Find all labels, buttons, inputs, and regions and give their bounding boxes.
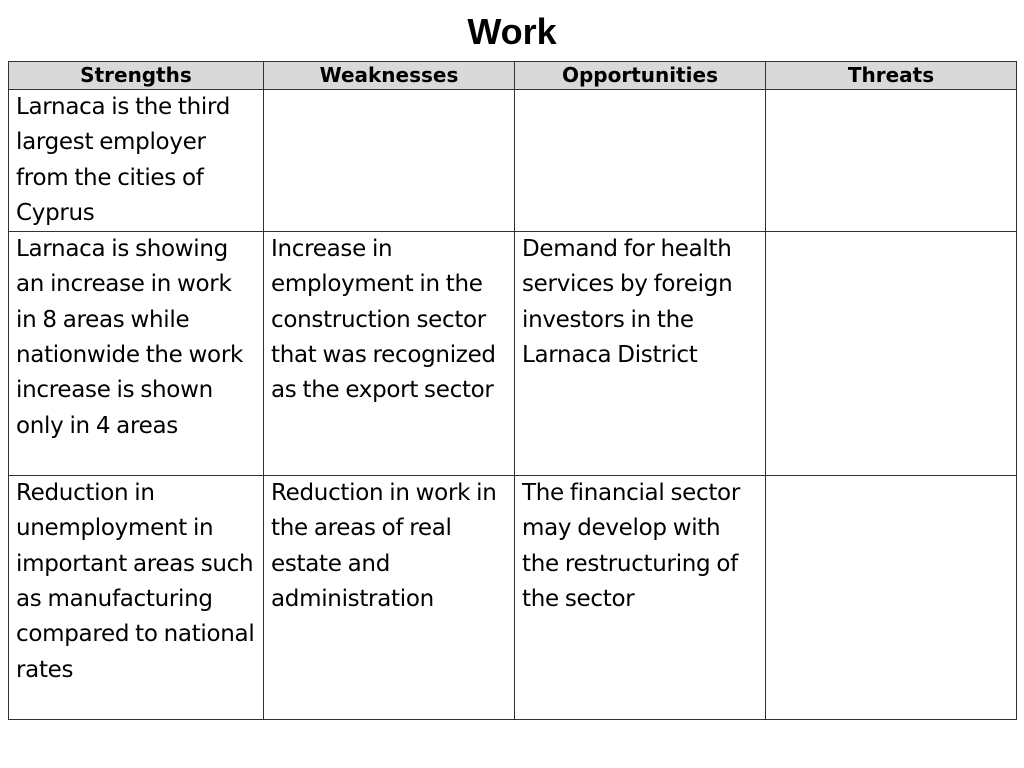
cell-threat (766, 90, 1017, 232)
cell-opportunity: The financial sector may develop with the restructuring of the sector (515, 476, 766, 720)
cell-opportunity (515, 90, 766, 232)
header-weaknesses: Weaknesses (264, 62, 515, 90)
cell-strength: Reduction in unemployment in important areas such as manufacturing compared to national rates (9, 476, 264, 720)
table-row (9, 90, 1017, 232)
cell-weakness (264, 90, 515, 232)
table-row (9, 476, 1017, 720)
cell-strength: Larnaca is showing an increase in work in 8 areas while nationwide the work increase is shown only in 4 areas (9, 232, 264, 476)
table-row (9, 232, 1017, 476)
cell-threat (766, 232, 1017, 476)
header-strengths: Strengths (9, 62, 264, 90)
swot-table (8, 61, 1017, 720)
cell-strength: Larnaca is the third largest employer from the cities of Cyprus (9, 90, 264, 232)
cell-weakness: Increase in employment in the construction sector that was recognized as the export sector (264, 232, 515, 476)
header-threats: Threats (766, 62, 1017, 90)
header-opportunities: Opportunities (515, 62, 766, 90)
slide-title: Work (467, 11, 557, 52)
cell-weakness: Reduction in work in the areas of real estate and administration (264, 476, 515, 720)
cell-opportunity: Demand for health services by foreign investors in the Larnaca District (515, 232, 766, 476)
header-row (9, 62, 1017, 90)
cell-threat (766, 476, 1017, 720)
